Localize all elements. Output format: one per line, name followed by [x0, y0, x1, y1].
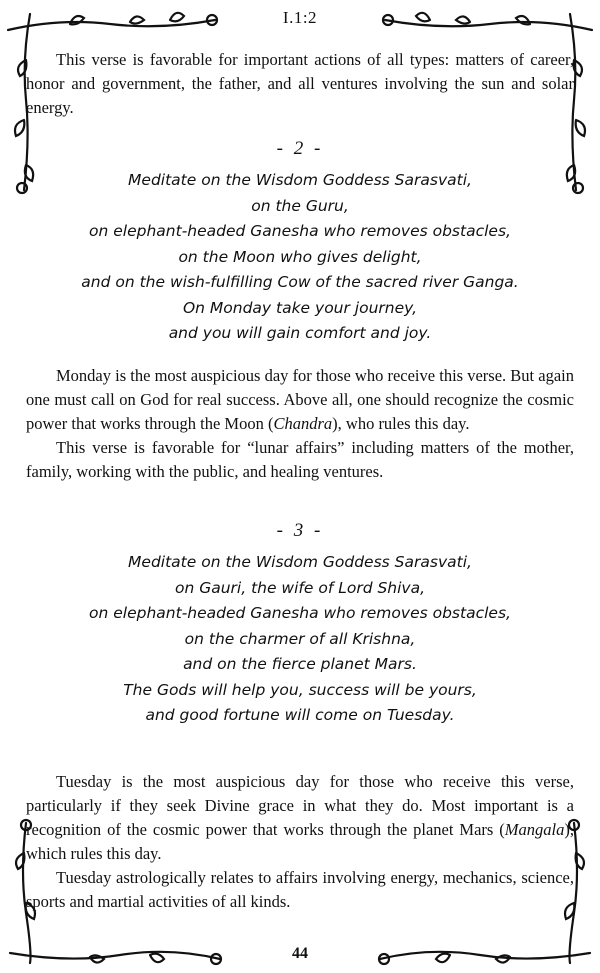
verse-line: on the Guru, — [251, 196, 349, 215]
verse-2-number: - 2 - — [276, 138, 324, 159]
verse-3-number: - 3 - — [276, 520, 324, 541]
verse-line: on Gauri, the wife of Lord Shiva, — [174, 578, 426, 597]
verse-line: on elephant-headed Ganesha who removes obstacles, — [89, 222, 511, 240]
commentary-3-paragraph-2: Tuesday astrologically relates to affairs involving energy, mechanics, science, sports and martial activities of all kinds. — [26, 868, 574, 911]
verse-line: and you will gain comfort and joy. — [168, 324, 432, 342]
verse-line: Meditate on the Wisdom Goddess Sarasvati, — [128, 553, 472, 571]
commentary-2 — [26, 364, 574, 484]
text-run: ), who rules this day. — [332, 414, 470, 433]
page-number: 44 — [292, 945, 308, 962]
intro-paragraph-text: This verse is favorable for important actions of all types: matters of career, honor and government, the father, and all ventures involving the sun and solar energy. — [26, 50, 574, 117]
verse-line: The Gods will help you, success will be yours, — [123, 680, 477, 699]
sanskrit-term: Mangala — [504, 820, 565, 839]
verse-line: on elephant-headed Ganesha who removes obstacles, — [89, 604, 511, 622]
text-run: Tuesday is the most auspicious day for those who receive this verse, particularly if they seek Divine grace in what they do. Most important is a recognition of the cosmic power that works through the planet Mars ( — [26, 772, 574, 839]
commentary-3 — [26, 770, 574, 914]
verse-3 — [0, 550, 600, 729]
commentary-3-paragraph-1 — [26, 770, 574, 866]
verse-2 — [0, 168, 600, 347]
verse-line: and on the wish-fulfilling Cow of the sacred river Ganga. — [81, 273, 519, 291]
section-reference: I.1:2 — [282, 8, 318, 27]
commentary-2-paragraph-1 — [26, 364, 574, 436]
text-run: Monday is the most auspicious day for those who receive this verse. But again one must call on God for real success. Above all, one should recognize the cosmic power that works through the Moon ( — [26, 366, 574, 433]
verse-line: on the charmer of all Krishna, — [184, 629, 416, 648]
verse-line: on the Moon who gives delight, — [178, 247, 422, 266]
verse-line: On Monday take your journey, — [182, 298, 418, 317]
commentary-2-paragraph-2: This verse is favorable for “lunar affairs” including matters of the mother, family, working with the public, and healing ventures. — [26, 438, 574, 481]
sanskrit-term: Chandra — [273, 414, 333, 433]
intro-paragraph — [26, 48, 574, 120]
verse-line: and on the fierce planet Mars. — [183, 655, 417, 673]
verse-line: and good fortune will come on Tuesday. — [145, 706, 455, 724]
text-run: ), which rules this day. — [26, 820, 574, 863]
verse-line: Meditate on the Wisdom Goddess Sarasvati, — [128, 171, 472, 189]
